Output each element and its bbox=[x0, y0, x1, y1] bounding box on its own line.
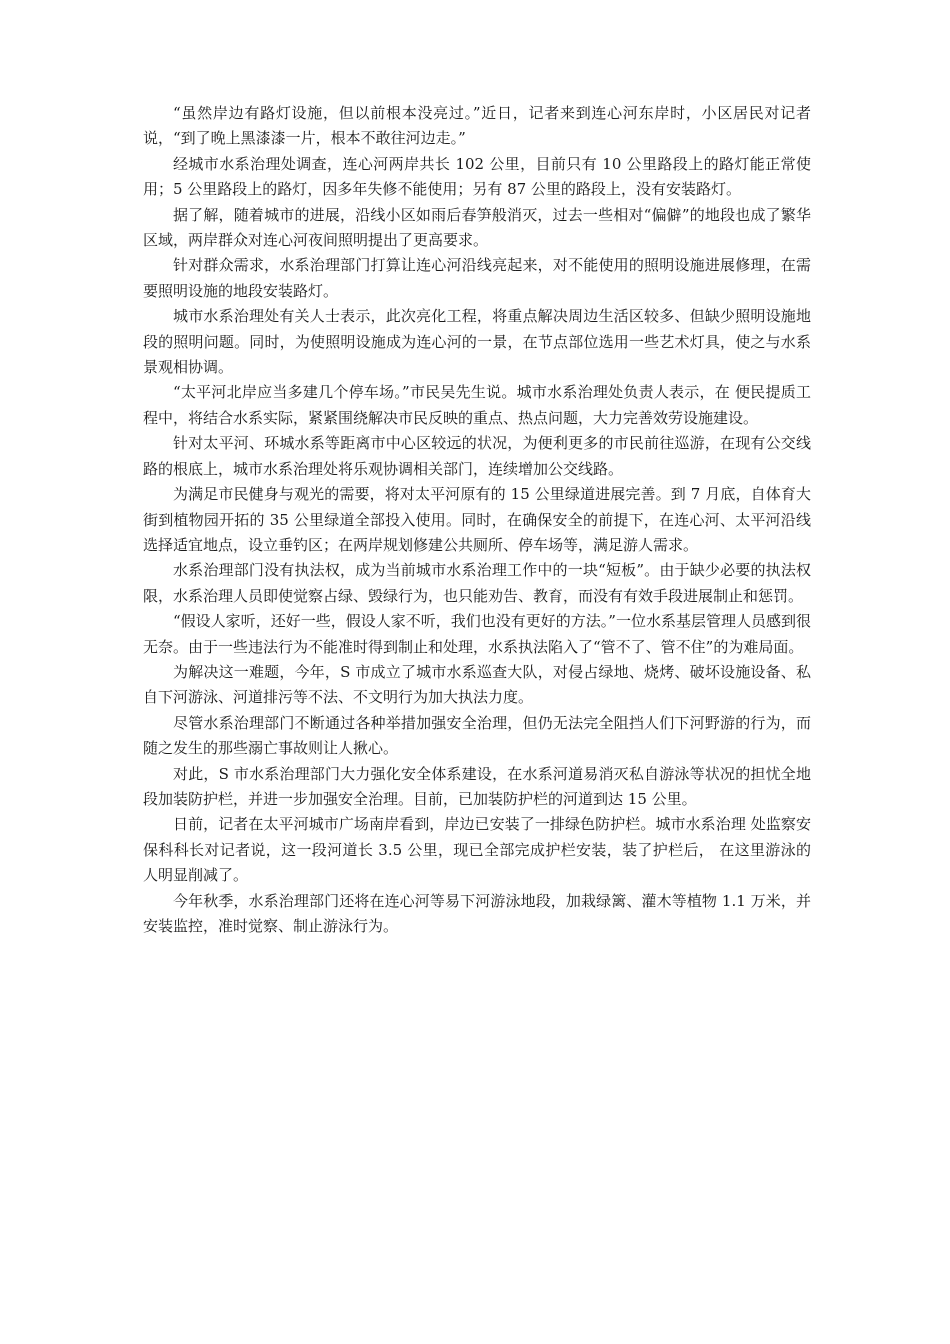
paragraph: 经城市水系治理处调查，连心河两岸共长 102 公里，目前只有 10 公里路段上的路灯能正常使用；5 公里路段上的路灯，因多年失修不能使用；另有 87 公里的路段上，没有安装路灯。 bbox=[143, 154, 811, 199]
paragraph: “假设人家听，还好一些，假设人家不听，我们也没有更好的方法。”一位水系基层管理人员感到很无奈。由于一些违法行为不能准时得到制止和处理，水系执法陷入了“管不了、管不住”的为难局面。 bbox=[143, 612, 811, 656]
document-body bbox=[143, 101, 811, 939]
paragraph: 针对群众需求，水系治理部门打算让连心河沿线亮起来，对不能使用的照明设施进展修理，在需要照明设施的地段安装路灯。 bbox=[143, 256, 811, 300]
paragraph: “太平河北岸应当多建几个停车场。”市民吴先生说。城市水系治理处负责人表示，在 便民提质工程中，将结合水系实际，紧紧围绕解决市民反映的重点、热点问题，大力完善效劳设施建设。 bbox=[143, 383, 811, 427]
paragraph: 尽管水系治理部门不断通过各种举措加强安全治理，但仍无法完全阻挡人们下河野游的行为，而随之发生的那些溺亡事故则让人揪心。 bbox=[143, 713, 811, 758]
paragraph: 今年秋季，水系治理部门还将在连心河等易下河游泳地段，加栽绿篱、灌木等植物 1.1 万米，并安装监控，准时觉察、制止游泳行为。 bbox=[143, 891, 811, 935]
paragraph: 日前，记者在太平河城市广场南岸看到，岸边已安装了一排绿色防护栏。城市水系治理 处监察安保科科长对记者说，这一段河道长 3.5 公里，现已全部完成护栏安装，装了护栏后， 在这里游泳的人明显削减了。 bbox=[143, 815, 811, 885]
paragraph: 针对太平河、环城水系等距离市中心区较远的状况，为便利更多的市民前往巡游，在现有公交线路的根底上，城市水系治理处将乐观协调相关部门，连续增加公交线路。 bbox=[143, 434, 811, 478]
paragraph: 为满足市民健身与观光的需要，将对太平河原有的 15 公里绿道进展完善。到 7 月底，自体育大街到植物园开拓的 35 公里绿道全部投入使用。同时，在确保安全的前提下，在连心河、太平河沿线选择适宜地点，设立垂钓区；在两岸规划修建公共厕所、停车场等，满足游人需求。 bbox=[143, 485, 811, 554]
paragraph: 为解决这一难题，今年，S 市成立了城市水系巡查大队，对侵占绿地、烧烤、破坏设施设备、私自下河游泳、河道排污等不法、不文明行为加大执法力度。 bbox=[143, 662, 811, 707]
paragraph: 据了解，随着城市的进展，沿线小区如雨后春笋般消灭，过去一些相对“偏僻”的地段也成了繁华区域，两岸群众对连心河夜间照明提出了更高要求。 bbox=[143, 205, 811, 250]
paragraph: 水系治理部门没有执法权，成为当前城市水系治理工作中的一块“短板”。由于缺少必要的执法权限，水系治理人员即使觉察占绿、毁绿行为，也只能劝告、教育，而没有有效手段进展制止和惩罚。 bbox=[143, 561, 811, 605]
paragraph: “虽然岸边有路灯设施，但以前根本没亮过。”近日，记者来到连心河东岸时，小区居民对记者说，“到了晚上黑漆漆一片，根本不敢往河边走。” bbox=[143, 104, 811, 148]
paragraph: 对此，S 市水系治理部门大力强化安全体系建设，在水系河道易消灭私自游泳等状况的担忧全地段加装防护栏，并进一步加强安全治理。目前，已加装防护栏的河道到达 15 公里。 bbox=[143, 764, 811, 808]
paragraph: 城市水系治理处有关人士表示，此次亮化工程，将重点解决周边生活区较多、但缺少照明设施地段的照明问题。同时，为使照明设施成为连心河的一景，在节点部位选用一些艺术灯具，使之与水系景观相协调。 bbox=[143, 307, 811, 377]
